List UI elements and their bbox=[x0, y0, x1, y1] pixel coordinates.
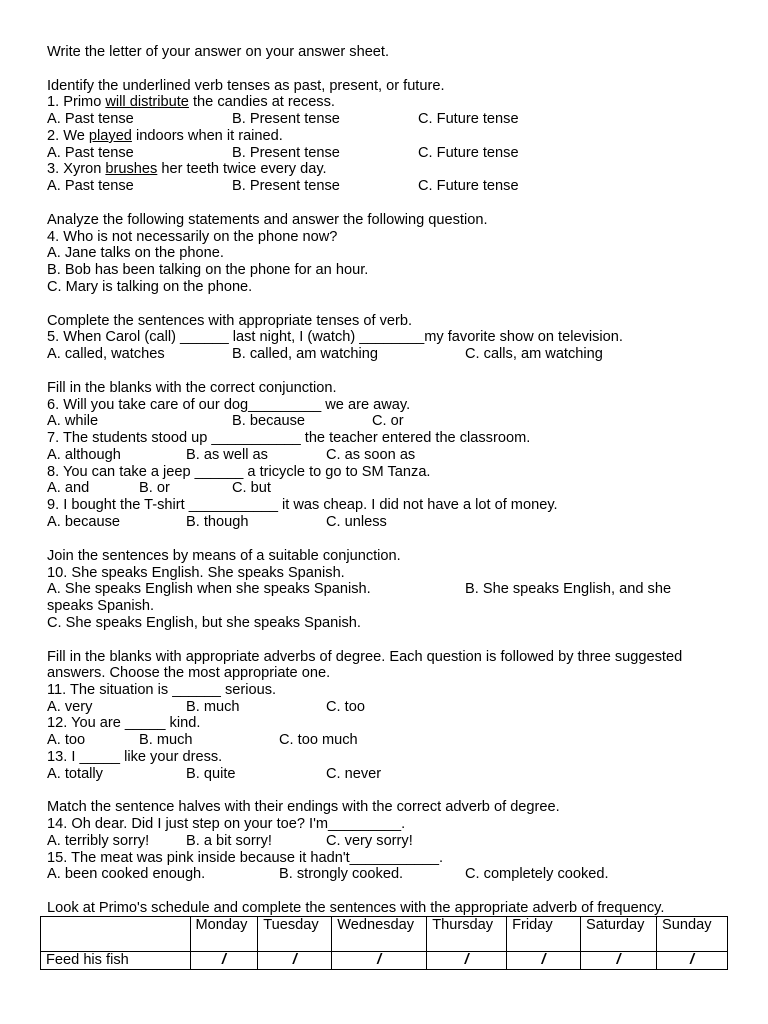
q11-option-b: B. much bbox=[186, 699, 240, 715]
section-6-heading-cont: answers. Choose the most appropriate one. bbox=[47, 665, 331, 681]
q12-option-c: C. too much bbox=[279, 732, 358, 748]
q9-option-b: B. though bbox=[186, 514, 249, 530]
header-day: Friday bbox=[507, 917, 581, 952]
underlined-verb: played bbox=[88, 128, 132, 144]
q1-option-c: C. Future tense bbox=[418, 111, 519, 127]
question-1: 1. Primo will distribute the candies at recess. bbox=[47, 94, 335, 110]
check-mark: / bbox=[581, 952, 657, 970]
question-3: 3. Xyron brushes her teeth twice every day. bbox=[47, 161, 327, 177]
q4-option-a: A. Jane talks on the phone. bbox=[47, 245, 224, 261]
question-5: 5. When Carol (call) ______ last night, I (watch) ________my favorite show on television. bbox=[47, 329, 623, 345]
q4-option-b: B. Bob has been talking on the phone for an hour. bbox=[47, 262, 369, 278]
q7-option-a: A. although bbox=[47, 447, 121, 463]
q2-option-b: B. Present tense bbox=[232, 145, 340, 161]
q1-option-a: A. Past tense bbox=[47, 111, 134, 127]
q5-option-a: A. called, watches bbox=[47, 346, 165, 362]
question-7: 7. The students stood up ___________ the teacher entered the classroom. bbox=[47, 430, 531, 446]
q11-option-c: C. too bbox=[326, 699, 365, 715]
q13-option-a: A. totally bbox=[47, 766, 103, 782]
q12-option-b: B. much bbox=[139, 732, 193, 748]
q7-option-b: B. as well as bbox=[186, 447, 268, 463]
q15-option-c: C. completely cooked. bbox=[465, 866, 609, 882]
check-mark: / bbox=[657, 952, 728, 970]
check-mark: / bbox=[332, 952, 427, 970]
q10-option-c: C. She speaks English, but she speaks Spanish. bbox=[47, 615, 361, 631]
schedule-header-row bbox=[41, 917, 728, 952]
section-8-heading: Look at Primo's schedule and complete the sentences with the appropriate adverb of frequency. bbox=[47, 900, 665, 916]
question-4: 4. Who is not necessarily on the phone now? bbox=[47, 229, 338, 245]
check-mark: / bbox=[190, 952, 258, 970]
section-3-heading: Complete the sentences with appropriate tenses of verb. bbox=[47, 313, 413, 329]
q13-option-b: B. quite bbox=[186, 766, 236, 782]
question-15: 15. The meat was pink inside because it hadn't___________. bbox=[47, 850, 444, 866]
q2-option-a: A. Past tense bbox=[47, 145, 134, 161]
q14-option-c: C. very sorry! bbox=[326, 833, 413, 849]
q8-option-c: C. but bbox=[232, 480, 271, 496]
question-2: 2. We played indoors when it rained. bbox=[47, 128, 283, 144]
instruction: Write the letter of your answer on your answer sheet. bbox=[47, 44, 390, 60]
q15-option-b: B. strongly cooked. bbox=[279, 866, 404, 882]
header-day: Saturday bbox=[581, 917, 657, 952]
section-5-heading: Join the sentences by means of a suitable conjunction. bbox=[47, 548, 401, 564]
section-6-heading: Fill in the blanks with appropriate adverbs of degree. Each question is followed by three suggested bbox=[47, 649, 683, 665]
q5-option-b: B. called, am watching bbox=[232, 346, 379, 362]
q5-option-c: C. calls, am watching bbox=[465, 346, 603, 362]
q14-option-a: A. terribly sorry! bbox=[47, 833, 150, 849]
header-day: Monday bbox=[190, 917, 258, 952]
q11-option-a: A. very bbox=[47, 699, 93, 715]
section-7-heading: Match the sentence halves with their endings with the correct adverb of degree. bbox=[47, 799, 560, 815]
q14-option-b: B. a bit sorry! bbox=[186, 833, 272, 849]
q15-option-a: A. been cooked enough. bbox=[47, 866, 206, 882]
q1-option-b: B. Present tense bbox=[232, 111, 340, 127]
question-6: 6. Will you take care of our dog_________ we are away. bbox=[47, 397, 411, 413]
q3-option-c: C. Future tense bbox=[418, 178, 519, 194]
q10-option-a: A. She speaks English when she speaks Spanish. bbox=[47, 581, 371, 597]
schedule-table bbox=[40, 916, 728, 970]
question-8: 8. You can take a jeep ______ a tricycle to go to SM Tanza. bbox=[47, 464, 431, 480]
q8-option-b: B. or bbox=[139, 480, 170, 496]
question-13: 13. I _____ like your dress. bbox=[47, 749, 223, 765]
q10-option-b: B. She speaks English, and she bbox=[465, 581, 672, 597]
q13-option-c: C. never bbox=[326, 766, 382, 782]
header-day: Tuesday bbox=[258, 917, 332, 952]
q9-option-c: C. unless bbox=[326, 514, 387, 530]
check-mark: / bbox=[258, 952, 332, 970]
q8-option-a: A. and bbox=[47, 480, 90, 496]
table-row bbox=[41, 952, 728, 970]
q2-option-c: C. Future tense bbox=[418, 145, 519, 161]
question-10: 10. She speaks English. She speaks Spanish. bbox=[47, 565, 345, 581]
q6-option-a: A. while bbox=[47, 413, 99, 429]
section-1-heading: Identify the underlined verb tenses as past, present, or future. bbox=[47, 78, 445, 94]
q12-option-a: A. too bbox=[47, 732, 86, 748]
q9-option-a: A. because bbox=[47, 514, 121, 530]
question-11: 11. The situation is ______ serious. bbox=[47, 682, 277, 698]
check-mark: / bbox=[507, 952, 581, 970]
check-mark: / bbox=[427, 952, 507, 970]
underlined-verb: will distribute bbox=[105, 94, 189, 110]
question-12: 12. You are _____ kind. bbox=[47, 715, 201, 731]
q7-option-c: C. as soon as bbox=[326, 447, 416, 463]
header-day: Thursday bbox=[427, 917, 507, 952]
schedule-corner-cell bbox=[41, 917, 191, 952]
activity-cell: Feed his fish bbox=[41, 952, 191, 970]
header-day: Sunday bbox=[657, 917, 728, 952]
section-4-heading: Fill in the blanks with the correct conjunction. bbox=[47, 380, 337, 396]
q3-option-a: A. Past tense bbox=[47, 178, 134, 194]
q3-option-b: B. Present tense bbox=[232, 178, 340, 194]
header-day: Wednesday bbox=[332, 917, 427, 952]
underlined-verb: brushes bbox=[105, 161, 158, 177]
q10-option-b-cont: speaks Spanish. bbox=[47, 598, 155, 614]
q6-option-c: C. or bbox=[372, 413, 404, 429]
question-14: 14. Oh dear. Did I just step on your toe? I'm_________. bbox=[47, 816, 406, 832]
section-2-heading: Analyze the following statements and answer the following question. bbox=[47, 212, 488, 228]
question-9: 9. I bought the T-shirt ___________ it was cheap. I did not have a lot of money. bbox=[47, 497, 558, 513]
q4-option-c: C. Mary is talking on the phone. bbox=[47, 279, 253, 295]
q6-option-b: B. because bbox=[232, 413, 306, 429]
